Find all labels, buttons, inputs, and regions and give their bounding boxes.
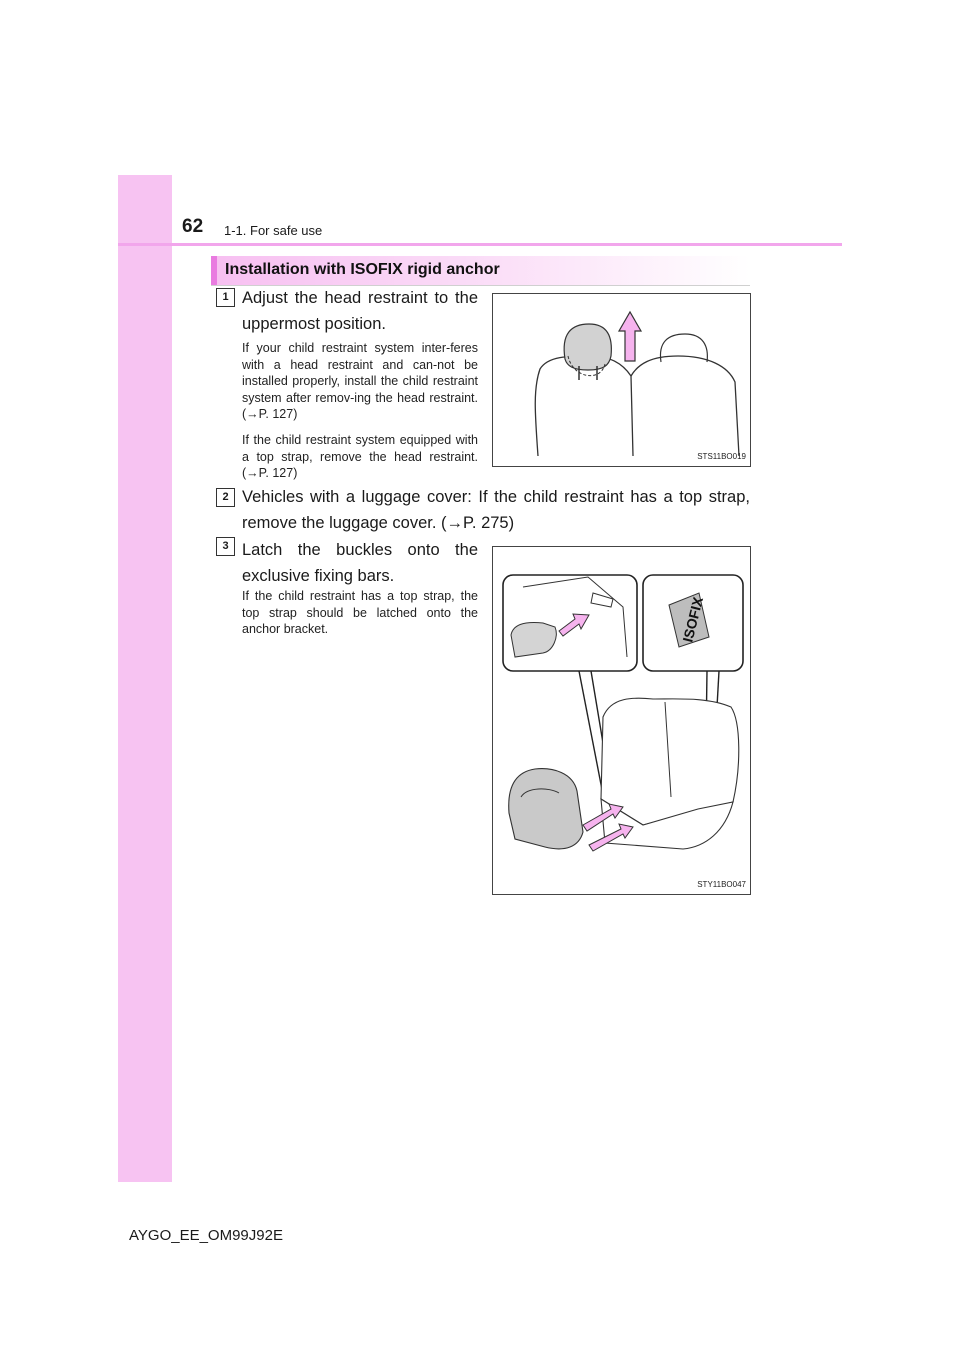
step-1-text: Adjust the head restraint to the uppermost position. [242, 289, 478, 333]
subsection-title: Installation with ISOFIX rigid anchor [225, 261, 500, 278]
step-3-text: Latch the buckles onto the exclusive fixing bars. [242, 541, 478, 585]
isofix-label: ISOFIX [679, 595, 707, 644]
page-number: 62 [182, 216, 204, 237]
chapter-tab-sidebar [118, 175, 172, 1182]
isofix-child-seat-illustration-icon [493, 547, 750, 894]
step-1-note-2: If the child restraint system equipped with a top strap, remove the head restraint. (→P. 127) [242, 433, 478, 480]
isofix-installation-illustration [492, 546, 751, 895]
banner-accent-bar [211, 256, 217, 286]
illustration-code: STS11BO019 [697, 452, 746, 461]
step-number-2: 2 [216, 488, 235, 507]
header-divider [118, 243, 842, 246]
illustration-code: STY11BO047 [697, 880, 746, 889]
subsection-banner [211, 256, 750, 286]
step-number-3: 3 [216, 537, 235, 556]
head-restraint-illustration [492, 293, 751, 467]
step-2-text: Vehicles with a luggage cover: If the child restraint has a top strap, remove the luggage cover. (→P. 275) [242, 488, 750, 532]
document-id-footer: AYGO_EE_OM99J92E [129, 1227, 283, 1244]
head-restraint-raise-illustration-icon [493, 294, 750, 466]
step-1-note-1: If your child restraint system inter-feres with a head restraint and can-not be installed properly, install the child restraint system after remov-ing the head restraint. (→P. 127) [242, 341, 478, 421]
step-number-1: 1 [216, 288, 235, 307]
step-3-note-1: If the child restraint has a top strap, the top strap should be latched onto the anchor bracket. [242, 589, 478, 636]
section-title: 1-1. For safe use [224, 223, 323, 238]
